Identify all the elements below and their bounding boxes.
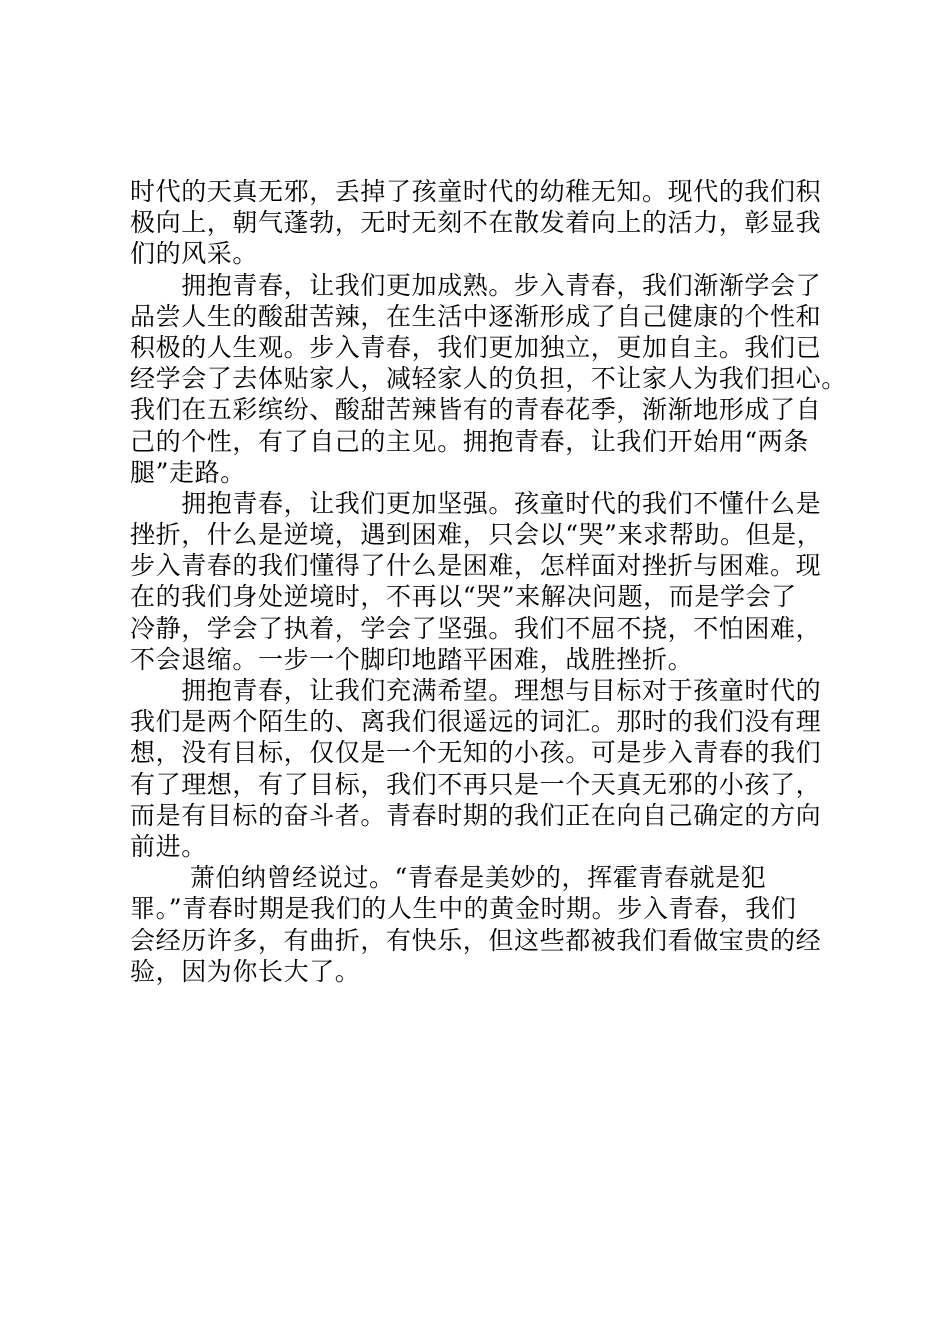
text-line: 经学会了去体贴家人，减轻家人的负担，不让家人为我们担心。 bbox=[130, 364, 847, 394]
text-line: 积极的人生观。步入青春，我们更加独立，更加自主。我们已 bbox=[130, 332, 822, 362]
paragraph-1 bbox=[130, 176, 850, 270]
text-line: 在的我们身处逆境时，不再以“哭”来解决问题，而是学会了 bbox=[130, 582, 797, 612]
text-line: 我们是两个陌生的、离我们很遥远的词汇。那时的我们没有理 bbox=[130, 707, 822, 737]
text-line: 想，没有目标，仅仅是一个无知的小孩。可是步入青春的我们 bbox=[130, 738, 822, 768]
text-line: 萧伯纳曾经说过。“青春是美妙的，挥霍青春就是犯 bbox=[130, 863, 767, 893]
text-line: 拥抱青春，让我们充满希望。理想与目标对于孩童时代的 bbox=[130, 676, 822, 705]
text-line: 前进。 bbox=[130, 831, 207, 861]
paragraph-5 bbox=[130, 862, 850, 987]
text-line: 有了理想，有了目标，我们不再只是一个天真无邪的小孩了， bbox=[130, 769, 822, 799]
text-line: 不会退缩。一步一个脚印地踏平困难，战胜挫折。 bbox=[130, 644, 694, 674]
text-line: 步入青春的我们懂得了什么是困难，怎样面对挫折与困难。现 bbox=[130, 551, 822, 581]
text-line: 罪。”青春时期是我们的人生中的黄金时期。步入青春，我们 bbox=[130, 894, 797, 924]
text-line: 拥抱青春，让我们更加坚强。孩童时代的我们不懂什么是 bbox=[130, 488, 822, 518]
paragraph-4 bbox=[130, 675, 850, 862]
paragraph-3 bbox=[130, 488, 850, 675]
text-line: 己的个性，有了自己的主见。拥抱青春，让我们开始用“两条 bbox=[130, 426, 809, 456]
text-line: 腿”走路。 bbox=[130, 457, 246, 487]
text-line: 品尝人生的酸甜苦辣，在生活中逐渐形成了自己健康的个性和 bbox=[130, 301, 822, 331]
text-line: 极向上，朝气蓬勃，无时无刻不在散发着向上的活力，彰显我 bbox=[130, 208, 822, 238]
text-line: 挫折，什么是逆境，遇到困难，只会以“哭”来求帮助。但是， bbox=[130, 520, 823, 550]
text-line: 们的风采。 bbox=[130, 239, 259, 269]
text-line: 会经历许多，有曲折，有快乐，但这些都被我们看做宝贵的经 bbox=[130, 925, 822, 955]
text-line: 而是有目标的奋斗者。青春时期的我们正在向自己确定的方向 bbox=[130, 800, 822, 830]
text-line: 时代的天真无邪，丢掉了孩童时代的幼稚无知。现代的我们积 bbox=[130, 177, 822, 206]
document-body bbox=[130, 176, 850, 987]
text-line: 拥抱青春，让我们更加成熟。步入青春，我们渐渐学会了 bbox=[130, 270, 822, 300]
text-line: 我们在五彩缤纷、酸甜苦辣皆有的青春花季，渐渐地形成了自 bbox=[130, 395, 822, 425]
text-line: 冷静，学会了执着，学会了坚强。我们不屈不挠，不怕困难， bbox=[130, 613, 822, 643]
paragraph-2 bbox=[130, 270, 850, 488]
text-line: 验，因为你长大了。 bbox=[130, 956, 361, 986]
